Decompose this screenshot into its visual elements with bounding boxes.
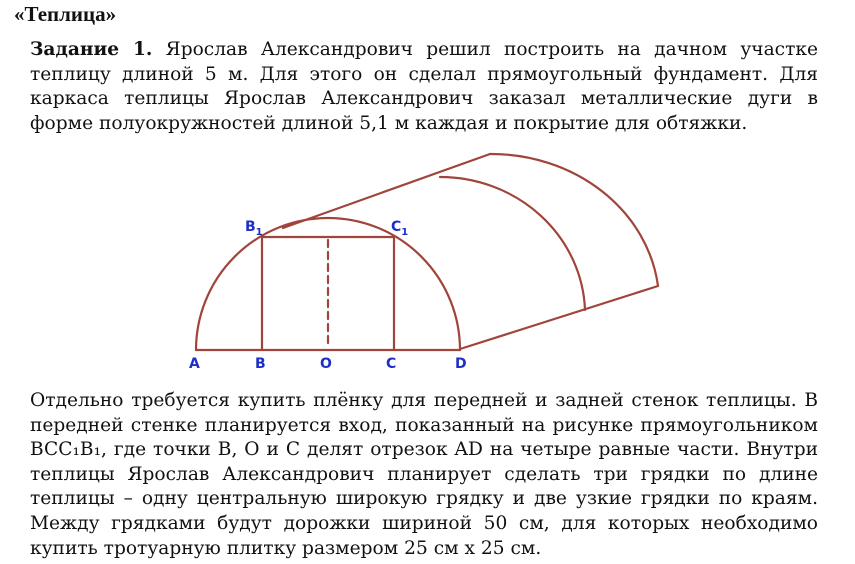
point-label-b1-main: B bbox=[245, 219, 256, 235]
point-label-c: C bbox=[386, 356, 397, 372]
point-label-b: B bbox=[255, 356, 266, 372]
point-label-c1-sub: 1 bbox=[401, 227, 409, 238]
middle-arch bbox=[440, 177, 585, 310]
point-label-b1-sub: 1 bbox=[255, 227, 263, 238]
point-label-b1 bbox=[245, 219, 263, 238]
task-number: Задание 1. bbox=[30, 39, 153, 60]
point-label-a: A bbox=[189, 356, 200, 372]
back-arch bbox=[490, 154, 658, 286]
task-text: Ярослав Александрович решил построить на дачном участке теплицу длиной 5 м. Для этого он сделал прямоугольный фундамент. Для каркаса теплицы Ярослав Александрович заказал металлические дуги в форме полуокружностей длиной 5,1 м каждая и покрытие для обтяжки. bbox=[30, 39, 818, 134]
page-title: «Теплица» bbox=[14, 2, 117, 26]
point-label-c1-main: C bbox=[391, 219, 402, 235]
point-label-d: D bbox=[455, 356, 467, 372]
base-side-line bbox=[460, 286, 658, 349]
description-paragraph: Отдельно требуется купить плёнку для передней и задней стенок теплицы. В передней стенке планируется вход, показанный на рисунке прямоугольником BCC₁B₁, где точки B, O и C делят отрезок AD на четыре равные части. Внутри теплицы Ярослав Александрович планирует сделать три грядки по длине теплицы – одну центральную широкую грядку и две узкие грядки по краям. Между грядками будут дорожки шириной 50 см, для которых необходимо купить тротуарную плитку размером 25 см x 25 см. bbox=[30, 390, 818, 559]
point-label-o: O bbox=[320, 356, 332, 372]
ridge-line bbox=[283, 154, 490, 228]
